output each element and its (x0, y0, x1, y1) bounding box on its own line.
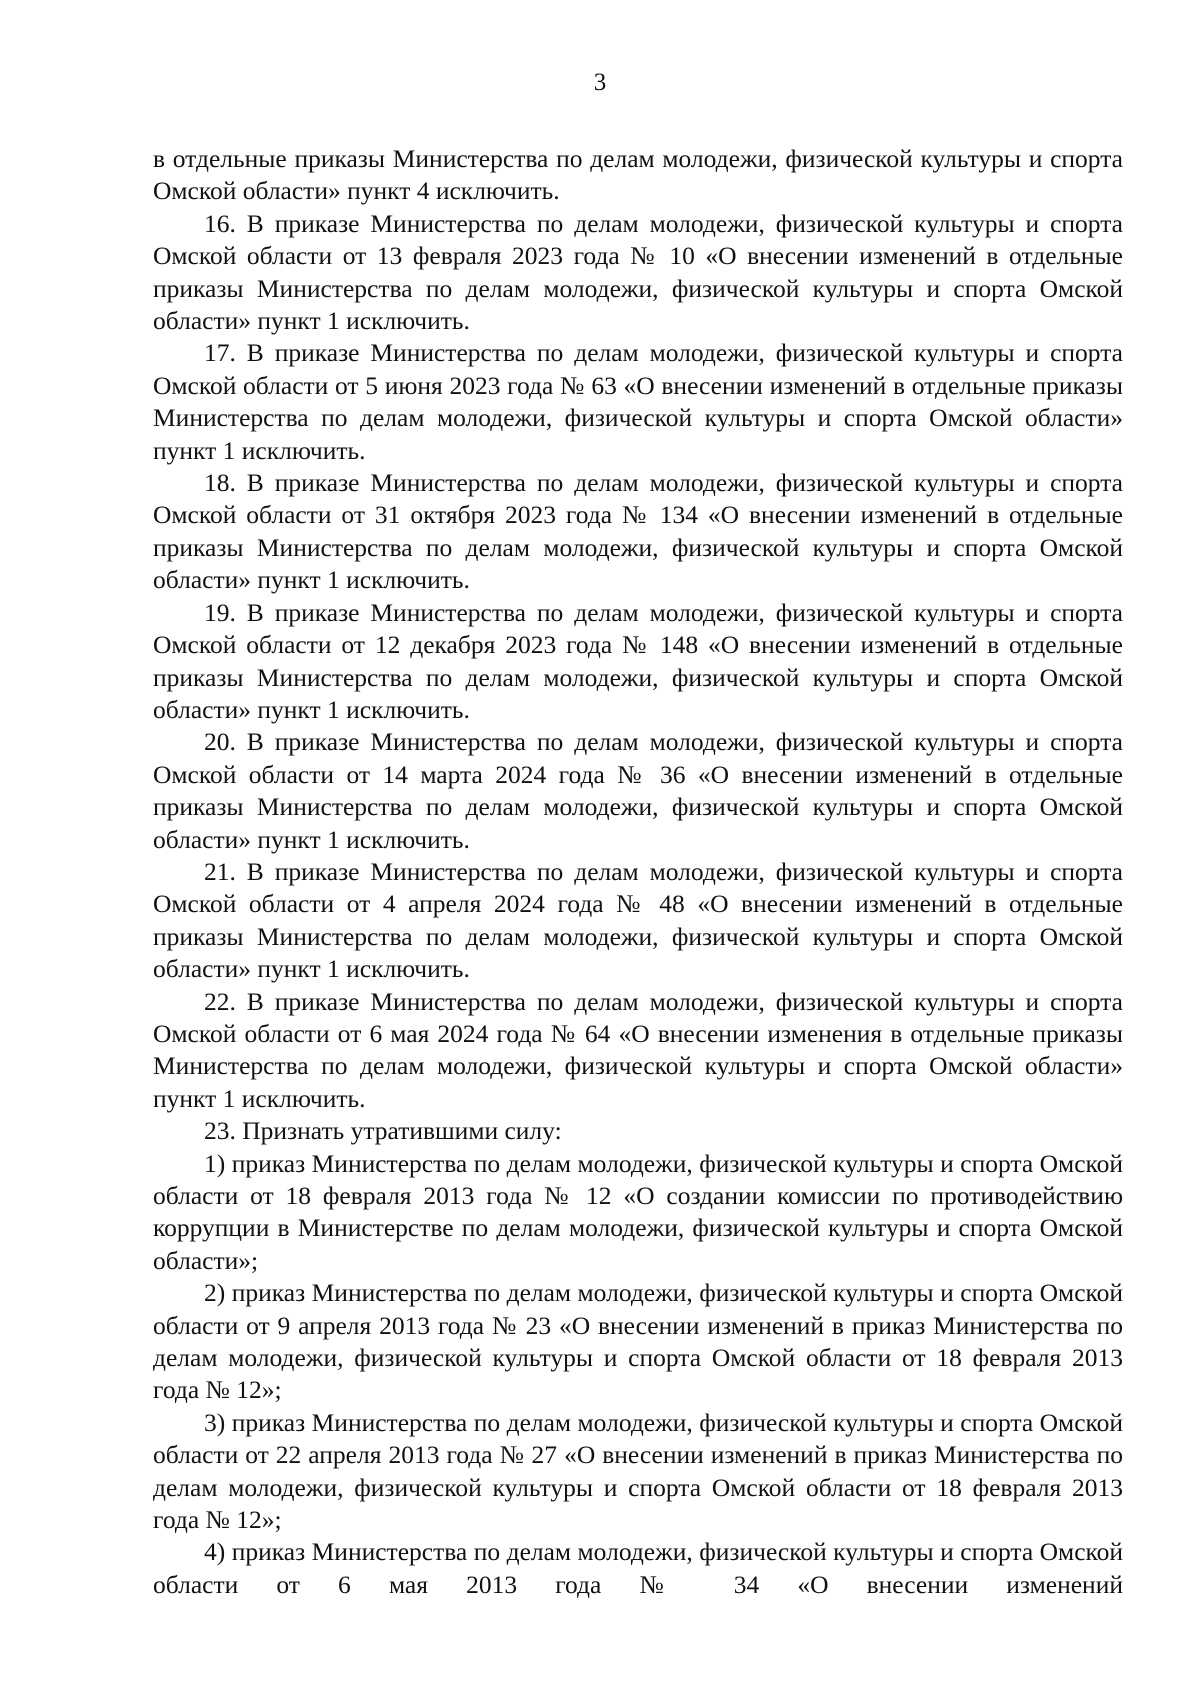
paragraph-item-16: 16. В приказе Министерства по делам молодежи, физической культуры и спорта Омской области от 13 февраля 2023 года № 10 «О внесении изменений в отдельные приказы Министерства по делам молодежи, физической культуры и спорта Омской области» пункт 1 исключить. (153, 208, 1123, 336)
paragraph-item-19: 19. В приказе Министерства по делам молодежи, физической культуры и спорта Омской области от 12 декабря 2023 года № 148 «О внесении изменений в отдельные приказы Министерства по делам молодежи, физической культуры и спорта Омской области» пункт 1 исключить. (153, 597, 1123, 724)
list-item-4: 4) приказ Министерства по делам молодежи, физической культуры и спорта Омской области от 6 мая 2013 года № 34 «О внесении изменений (153, 1537, 1123, 1599)
paragraph-item-22: 22. В приказе Министерства по делам молодежи, физической культуры и спорта Омской области от 6 мая 2024 года № 64 «О внесении изменения в отдельные приказы Министерства по делам молодежи, физической культуры и спорта Омской области» пункт 1 исключить. (153, 986, 1123, 1113)
paragraph-item-23: 23. Признать утратившими силу: (204, 1116, 562, 1146)
document-body (153, 143, 1123, 1601)
paragraph-item-20: 20. В приказе Министерства по делам молодежи, физической культуры и спорта Омской области от 14 марта 2024 года № 36 «О внесении изменений в отдельные приказы Министерства по делам молодежи, физической культуры и спорта Омской области» пункт 1 исключить. (153, 727, 1123, 854)
page-number: 3 (593, 69, 607, 96)
paragraph-item-17: 17. В приказе Министерства по делам молодежи, физической культуры и спорта Омской области от 5 июня 2023 года № 63 «О внесении изменений в отдельные приказы Министерства по делам молодежи, физической культуры и спорта Омской области» пункт 1 исключить. (153, 338, 1123, 465)
paragraph-continuation: в отдельные приказы Министерства по делам молодежи, физической культуры и спорта Омской области» пункт 4 исключить. (153, 144, 1123, 206)
list-item-3: 3) приказ Министерства по делам молодежи, физической культуры и спорта Омской области от 22 апреля 2013 года № 27 «О внесении изменений в приказ Министерства по делам молодежи, физической культуры и спорта Омской области от 18 февраля 2013 года № 12»; (153, 1407, 1123, 1535)
paragraph-item-18: 18. В приказе Министерства по делам молодежи, физической культуры и спорта Омской области от 31 октября 2023 года № 134 «О внесении изменений в отдельные приказы Министерства по делам молодежи, физической культуры и спорта Омской области» пункт 1 исключить. (153, 468, 1123, 595)
paragraph-item-21: 21. В приказе Министерства по делам молодежи, физической культуры и спорта Омской области от 4 апреля 2024 года № 48 «О внесении изменений в отдельные приказы Министерства по делам молодежи, физической культуры и спорта Омской области» пункт 1 исключить. (153, 856, 1123, 984)
list-item-1: 1) приказ Министерства по делам молодежи, физической культуры и спорта Омской области от 18 февраля 2013 года № 12 «О создании комиссии по противодействию коррупции в Министерстве по делам молодежи, физической культуры и спорта Омской области»; (153, 1148, 1123, 1275)
list-item-2: 2) приказ Министерства по делам молодежи, физической культуры и спорта Омской области от 9 апреля 2013 года № 23 «О внесении изменений в приказ Министерства по делам молодежи, физической культуры и спорта Омской области от 18 февраля 2013 года № 12»; (153, 1278, 1123, 1405)
